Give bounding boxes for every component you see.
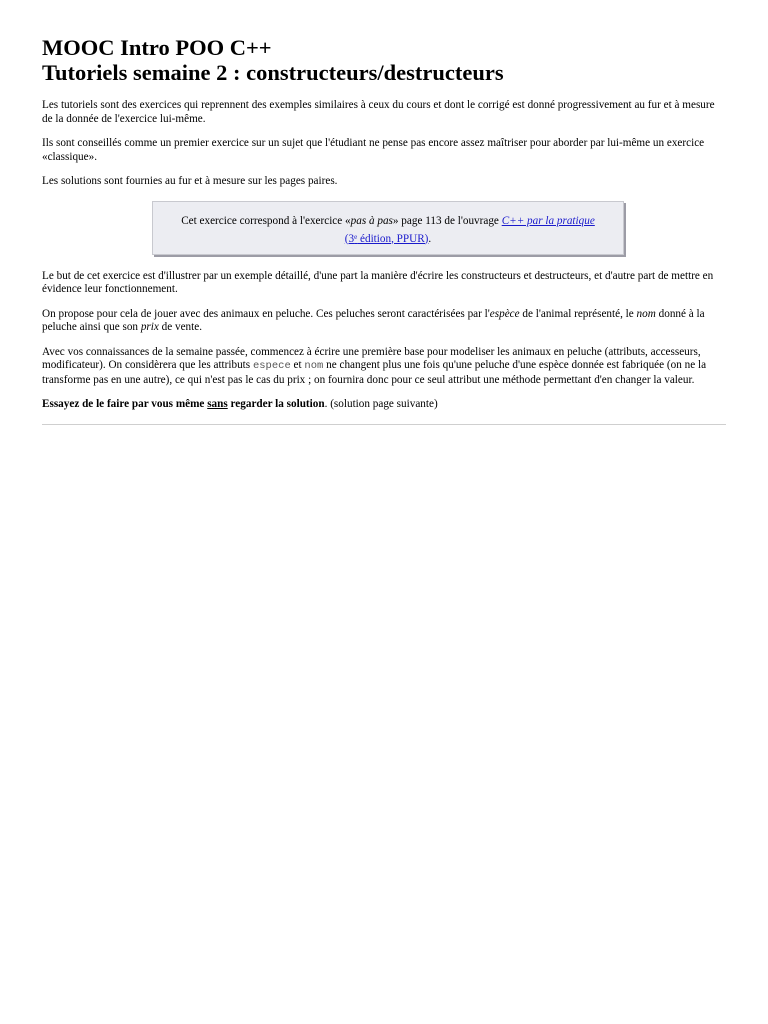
nom-term: nom: [636, 307, 656, 320]
knowledge-text: et: [290, 359, 305, 371]
knowledge-paragraph: [42, 346, 726, 388]
callout-text: .: [428, 232, 432, 245]
espece-term: espèce: [489, 307, 520, 320]
reference-callout: [152, 201, 624, 255]
document-page: [0, 0, 768, 425]
try-bold-text: regarder la solution: [227, 398, 325, 410]
prix-term: prix: [140, 321, 159, 333]
title-line-1: MOOC Intro POO C++: [42, 35, 272, 60]
page-title: [42, 35, 726, 85]
callout-pas-a-pas: pas à pas: [350, 214, 393, 227]
intro-paragraph-3: Les solutions sont fournies au fur et à mesure sur les pages paires.: [42, 175, 338, 187]
intro-paragraph-1: Les tutoriels sont des exercices qui reprennent des exemples similaires à ceux du cours et dont le corrigé est donné progressivement au fur et à mesure de la donnée de l'exercice lui-même.: [42, 99, 715, 125]
book-edition[interactable]: (3: [344, 232, 355, 245]
horizontal-divider: [42, 424, 726, 425]
callout-text: » page 113 de l'ouvrage: [392, 214, 502, 227]
intro-paragraph-2: Ils sont conseillés comme un premier exercice sur un sujet que l'étudiant ne pense pas encore assez maîtriser pour aborder par lui-même un exercice «classique».: [42, 137, 705, 163]
book-publisher[interactable]: édition, PPUR): [357, 232, 429, 245]
proposal-text: donné à la peluche ainsi que son: [42, 307, 705, 333]
proposal-text: de l'animal représenté, le: [519, 307, 637, 320]
proposal-paragraph: [42, 308, 726, 335]
code-nom: nom: [304, 360, 324, 372]
title-line-2: Tutoriels semaine 2 : constructeurs/destructeurs: [42, 60, 504, 85]
goal-paragraph: Le but de cet exercice est d'illustrer par un exemple détaillé, d'une part la manière d'écrire les constructeurs et destructeurs, et d'autre part de mettre en évidence leur fonctionnement.: [42, 269, 714, 295]
try-rest-text: . (solution page suivante): [324, 398, 438, 410]
edition-superscript[interactable]: e: [354, 232, 358, 241]
proposal-text: de vente.: [158, 321, 203, 333]
book-title[interactable]: C++ par la pratique: [501, 214, 595, 227]
try-paragraph: [42, 398, 726, 412]
proposal-text: On propose pour cela de jouer avec des animaux en peluche. Ces peluches seront caractérisées par l': [42, 307, 490, 320]
code-espece: espece: [252, 360, 291, 372]
knowledge-text: ne changent plus une fois qu'une peluche d'une espèce donnée est fabriquée (on ne la transforme pas en une autre), ce qui n'est pas le cas du prix ; on fournira donc pour ce seul attribut une méthode permettant d'en changer la valeur.: [42, 359, 707, 386]
callout-text: Cet exercice correspond à l'exercice «: [181, 214, 351, 227]
knowledge-text: Avec vos connaissances de la semaine passée, commencez à écrire une première base pour modeliser les animaux en peluche (attributs, accesseurs, modificateur). On considèrera que les attributs: [42, 345, 701, 371]
try-sans-emphasis: sans: [207, 398, 228, 410]
try-bold-text: Essayez de le faire par vous même: [42, 398, 208, 410]
